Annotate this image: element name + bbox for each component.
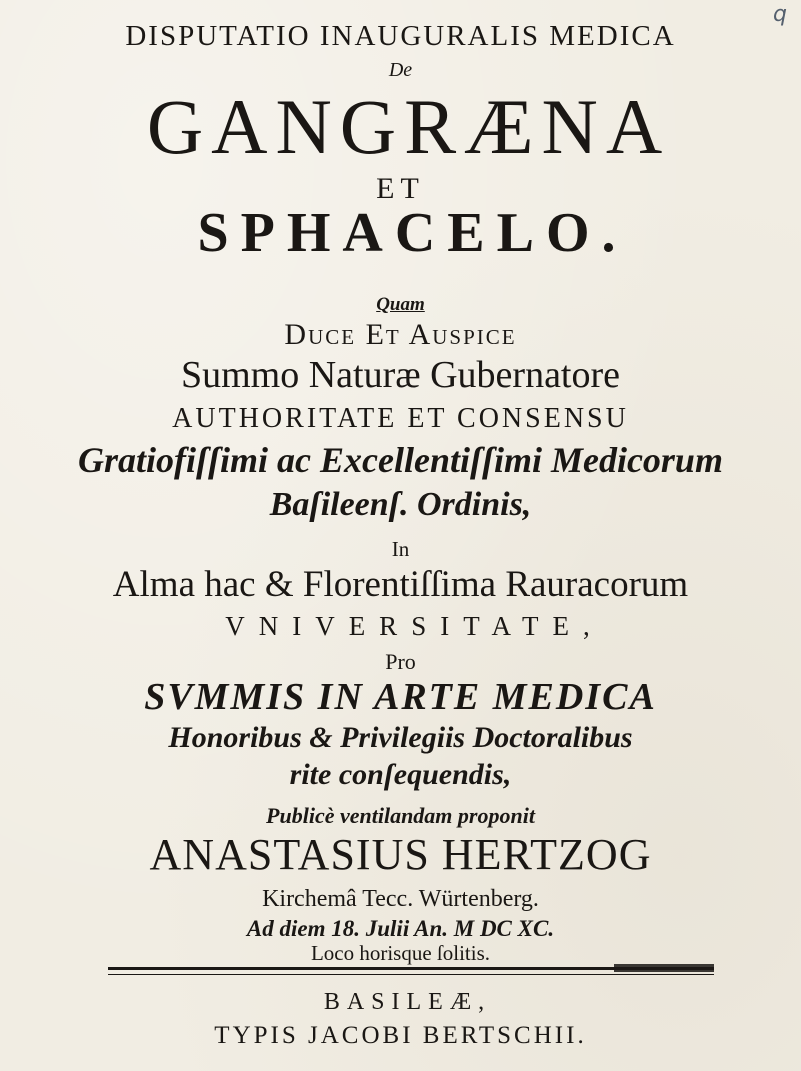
separator-rule-ornament [614,964,714,972]
printer-line: TYPIS JACOBI BERTSCHII. [214,1022,587,1049]
second-title: SPHACELO. [197,202,628,264]
place-line: BASILEÆ, [323,989,492,1015]
quam-label: Quam [376,294,425,315]
de-label: De [388,59,413,81]
main-title: GANGRÆNA [146,83,671,170]
et-label: ET [376,172,425,205]
publice-line: Publicè ventilandam proponit [266,803,535,828]
kirchema-line: Kirchemâ Tecc. Würtenberg. [262,886,539,912]
rite-line: rite conſequendis, [289,758,512,791]
separator-rule-thin [108,974,714,975]
folio-mark: q [773,2,787,27]
disputation-heading: DISPUTATIO INAUGURALIS MEDICA [125,20,676,52]
alma-line: Alma hac & Florentiſſima Rauracorum [112,564,689,605]
honoribus-line: Honoribus & Privilegiis Doctoralibus [168,721,633,754]
basileens-line: Baſileenſ. Ordinis, [269,486,532,523]
loco-line: Loco horisque ſolitis. [310,941,491,965]
gratiosissimi-line: Gratiofiſſimi ac Excellentiſſimi Medicorum [78,440,723,480]
in-label: In [391,537,410,561]
pro-label: Pro [385,649,416,674]
author-name: ANASTASIUS HERTZOG [149,830,652,879]
duce-line: Duce Et Auspice [284,318,517,351]
authoritate-line: AUTHORITATE ET CONSENSU [172,403,629,434]
summo-line: Summo Naturæ Gubernatore [180,354,621,396]
summis-line: SVMMIS IN ARTE MEDICA [144,676,657,718]
date-line: Ad diem 18. Julii An. M DC XC. [246,916,555,941]
universitate-line: VNIVERSITATE, [225,611,604,641]
